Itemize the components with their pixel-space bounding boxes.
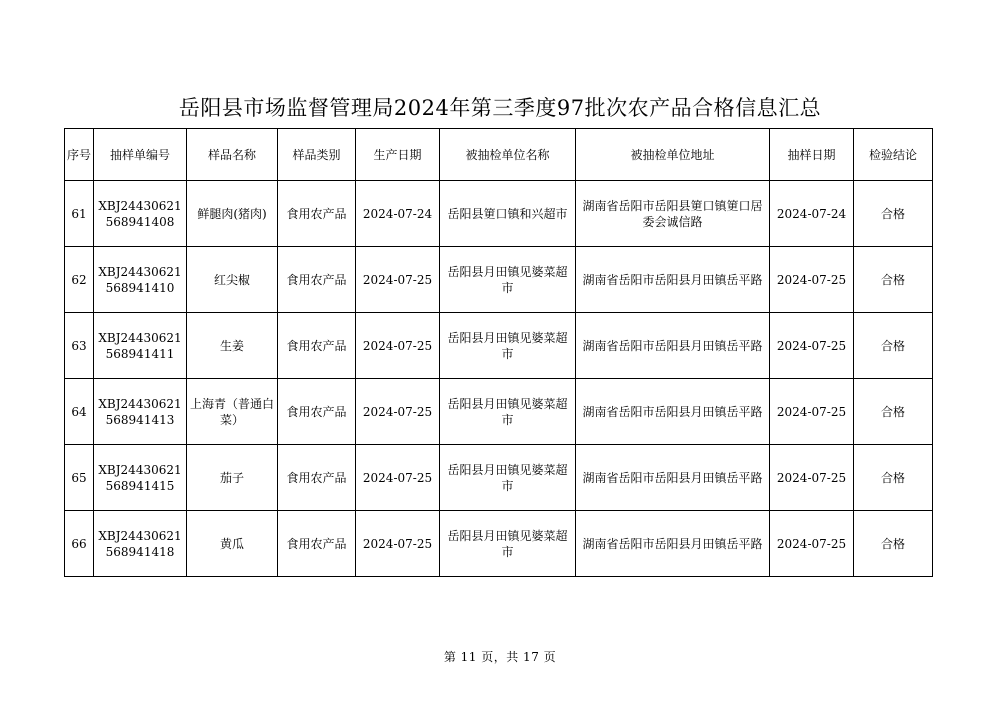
cell-seq: 65 (65, 445, 94, 511)
cell-seq: 62 (65, 247, 94, 313)
table-row (65, 247, 933, 313)
cell-prod-date: 2024-07-25 (356, 445, 440, 511)
cell-unit: 岳阳县月田镇见婆菜超市 (440, 247, 576, 313)
page-title: 岳阳县市场监督管理局2024年第三季度97批次农产品合格信息汇总 (178, 96, 822, 120)
table-row (65, 313, 933, 379)
cell-sample-date: 2024-07-25 (770, 247, 854, 313)
cell-result: 合格 (854, 511, 933, 577)
cell-seq: 66 (65, 511, 94, 577)
cell-sample-date: 2024-07-25 (770, 511, 854, 577)
cell-prod-date: 2024-07-25 (356, 379, 440, 445)
cell-seq: 63 (65, 313, 94, 379)
cell-address: 湖南省岳阳市岳阳县月田镇岳平路 (576, 445, 770, 511)
cell-result: 合格 (854, 379, 933, 445)
cell-result: 合格 (854, 247, 933, 313)
cell-category: 食用农产品 (278, 379, 356, 445)
cell-name: 上海青（普通白菜） (187, 379, 278, 445)
table-row (65, 379, 933, 445)
cell-unit: 岳阳县月田镇见婆菜超市 (440, 445, 576, 511)
cell-code: XBJ24430621568941413 (94, 379, 187, 445)
cell-code: XBJ24430621568941411 (94, 313, 187, 379)
cell-name: 茄子 (187, 445, 278, 511)
cell-result: 合格 (854, 445, 933, 511)
cell-result: 合格 (854, 181, 933, 247)
cell-unit: 岳阳县月田镇见婆菜超市 (440, 379, 576, 445)
cell-sample-date: 2024-07-25 (770, 379, 854, 445)
cell-prod-date: 2024-07-25 (356, 313, 440, 379)
cell-address: 湖南省岳阳市岳阳县月田镇岳平路 (576, 247, 770, 313)
cell-name: 鲜腿肉(猪肉) (187, 181, 278, 247)
cell-sample-date: 2024-07-25 (770, 313, 854, 379)
col-header-code: 抽样单编号 (94, 129, 187, 181)
cell-sample-date: 2024-07-25 (770, 445, 854, 511)
cell-address: 湖南省岳阳市岳阳县月田镇岳平路 (576, 313, 770, 379)
cell-name: 生姜 (187, 313, 278, 379)
cell-prod-date: 2024-07-25 (356, 511, 440, 577)
table-header-row (65, 129, 933, 181)
cell-category: 食用农产品 (278, 181, 356, 247)
cell-category: 食用农产品 (278, 313, 356, 379)
cell-unit: 岳阳县筻口镇和兴超市 (440, 181, 576, 247)
cell-address: 湖南省岳阳市岳阳县筻口镇筻口居委会诚信路 (576, 181, 770, 247)
cell-address: 湖南省岳阳市岳阳县月田镇岳平路 (576, 379, 770, 445)
col-header-prod-date: 生产日期 (356, 129, 440, 181)
cell-code: XBJ24430621568941410 (94, 247, 187, 313)
cell-name: 黄瓜 (187, 511, 278, 577)
cell-code: XBJ24430621568941418 (94, 511, 187, 577)
cell-category: 食用农产品 (278, 511, 356, 577)
cell-code: XBJ24430621568941408 (94, 181, 187, 247)
cell-sample-date: 2024-07-24 (770, 181, 854, 247)
col-header-name: 样品名称 (187, 129, 278, 181)
cell-prod-date: 2024-07-24 (356, 181, 440, 247)
cell-category: 食用农产品 (278, 445, 356, 511)
cell-unit: 岳阳县月田镇见婆菜超市 (440, 511, 576, 577)
page-number: 第 11 页，共 17 页 (443, 650, 557, 664)
cell-prod-date: 2024-07-25 (356, 247, 440, 313)
col-header-result: 检验结论 (854, 129, 933, 181)
cell-code: XBJ24430621568941415 (94, 445, 187, 511)
inspection-table (64, 128, 933, 577)
col-header-sample-date: 抽样日期 (770, 129, 854, 181)
cell-name: 红尖椒 (187, 247, 278, 313)
cell-unit: 岳阳县月田镇见婆菜超市 (440, 313, 576, 379)
table-row (65, 181, 933, 247)
col-header-category: 样品类别 (278, 129, 356, 181)
cell-seq: 61 (65, 181, 94, 247)
cell-category: 食用农产品 (278, 247, 356, 313)
col-header-address: 被抽检单位地址 (576, 129, 770, 181)
table-row (65, 511, 933, 577)
col-header-seq: 序号 (65, 129, 94, 181)
col-header-unit: 被抽检单位名称 (440, 129, 576, 181)
cell-result: 合格 (854, 313, 933, 379)
cell-seq: 64 (65, 379, 94, 445)
cell-address: 湖南省岳阳市岳阳县月田镇岳平路 (576, 511, 770, 577)
table-row (65, 445, 933, 511)
